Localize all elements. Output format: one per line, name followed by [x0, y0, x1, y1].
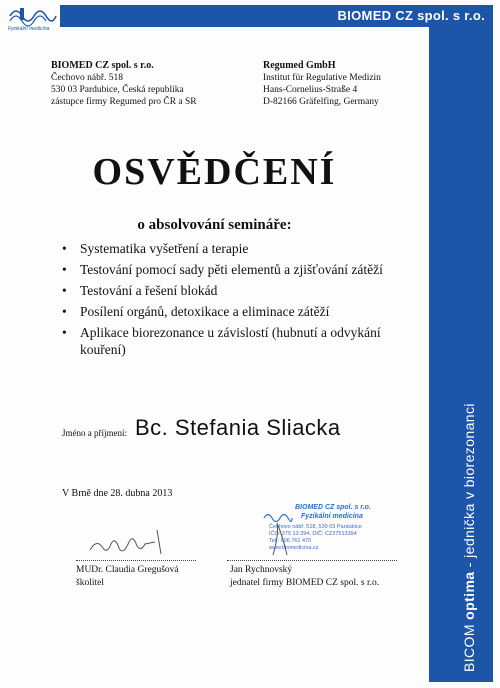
seminar-topics: [62, 240, 417, 362]
issuer-name: BIOMED CZ spol. s r.o.: [51, 60, 154, 71]
stamp-line: Tel.: 606 761 470: [269, 538, 312, 544]
side-product: optima: [461, 571, 477, 620]
topic-item: • Aplikace biorezonance u závislostí (hubnutí a odvykání kouření): [62, 324, 417, 358]
signer-left-name: MUDr. Claudia Gregušová: [76, 565, 179, 575]
signer-right-role: jednatel firmy BIOMED CZ spol. s r.o.: [230, 578, 380, 588]
stamp-wave-icon: [263, 510, 293, 524]
participant-name: Bc. Stefania Sliacka: [135, 415, 341, 440]
header-brand: BIOMED CZ spol. s r.o.: [337, 8, 485, 23]
side-banner-text: [461, 403, 477, 672]
signer-left: [76, 564, 179, 590]
issuer-address-line: zástupce firmy Regumed pro ČR a SR: [51, 97, 197, 107]
issuer-address-line: Čechovo nábř. 518: [51, 73, 124, 83]
company-stamp: [263, 504, 413, 564]
partner-address: [263, 60, 381, 108]
logo-caption: Fyzikální medicína: [8, 26, 50, 32]
topic-item: • Systematika vyšetření a terapie: [62, 240, 417, 257]
certificate-title: OSVĚDČENÍ: [92, 151, 337, 193]
partner-name: Regumed GmbH: [263, 60, 336, 71]
stamp-line: IČO: 275 13 394, DIČ: CZ27513394: [269, 531, 357, 537]
side-slogan: - jednička v biorezonanci: [461, 403, 477, 572]
issuer-address-line: 530 03 Pardubice, Česká republika: [51, 85, 184, 95]
signature-line-left: [76, 560, 196, 561]
signer-right: [230, 564, 379, 590]
stamp-line: Čechovo nábř. 518, 530 03 Pardubice: [269, 524, 362, 530]
stamp-line: www.biomedicina.cz: [269, 545, 319, 551]
topic-item: • Testování pomocí sady pěti elementů a zjišťování zátěží: [62, 261, 417, 278]
issue-date: V Brně dne 28. dubna 2013: [62, 488, 173, 499]
certificate-subtitle: o absolvování semináře:: [137, 217, 292, 233]
topic-item: • Posílení orgánů, detoxikace a eliminace zátěží: [62, 303, 417, 320]
header-bar: [60, 5, 493, 27]
issuer-address: [51, 60, 197, 108]
name-label: Jméno a příjmení:: [62, 428, 127, 438]
side-brand: BICOM: [461, 624, 477, 672]
signature-left-icon: [85, 520, 185, 560]
stamp-tag: Fyzikální medicína: [301, 513, 363, 520]
partner-address-line: Institut für Regulative Medizin: [263, 73, 381, 83]
stamp-details: [269, 524, 362, 552]
stamp-name: BIOMED CZ spol. s r.o.: [295, 504, 371, 511]
signer-right-name: Jan Rychnovský: [230, 565, 293, 575]
partner-address-line: D-82166 Gräfelfing, Germany: [263, 97, 379, 107]
signer-left-role: školitel: [76, 578, 104, 588]
partner-address-line: Hans-Cornelius-Straße 4: [263, 85, 358, 95]
topic-item: • Testování a řešení blokád: [62, 282, 417, 299]
